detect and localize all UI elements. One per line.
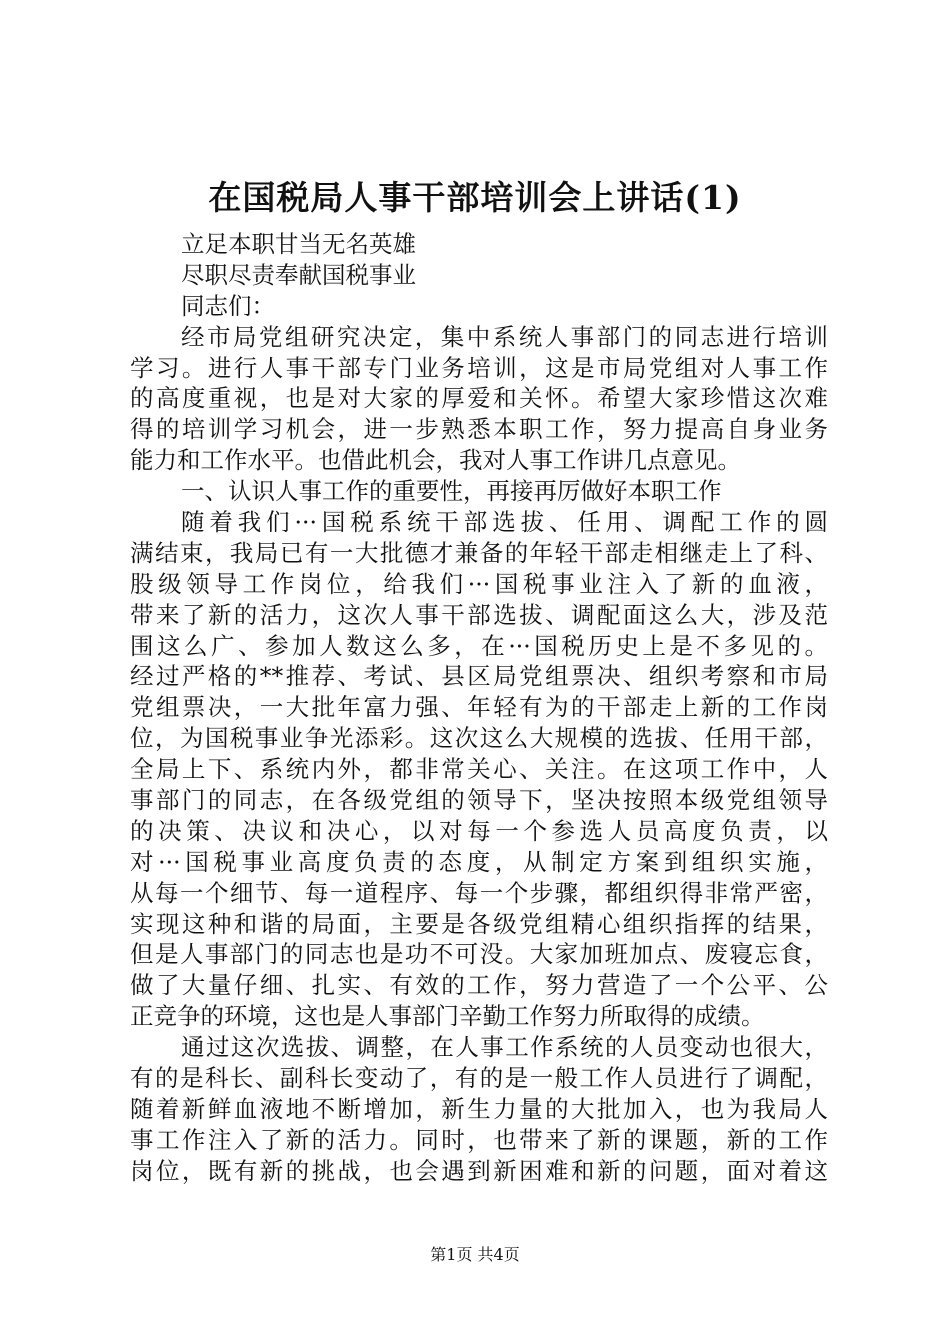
paragraph-line: 但是人事部门的同志也是功不可没。大家加班加点、废寝忘食， bbox=[130, 940, 828, 969]
paragraph-line: 学习。进行人事干部专门业务培训，这是市局党组对人事工作 bbox=[130, 353, 828, 382]
paragraph-line: 对···国税事业高度负责的态度，从制定方案到组织实施， bbox=[130, 847, 828, 876]
paragraph-line: 全局上下、系统内外，都非常关心、关注。在这项工作中，人 bbox=[130, 755, 828, 784]
subtitle-line: 立足本职甘当无名英雄 bbox=[181, 230, 416, 258]
paragraph-line: 党组票决，一大批年富力强、年轻有为的干部走上新的工作岗 bbox=[130, 693, 828, 722]
document-title: 在国税局人事干部培训会上讲话(1) bbox=[208, 178, 742, 217]
paragraph-line: 股级领导工作岗位，给我们···国税事业注入了新的血液， bbox=[130, 569, 828, 598]
paragraph-line: 随着我们···国税系统干部选拔、任用、调配工作的圆 bbox=[181, 508, 828, 537]
paragraph-line: 的决策、决议和决心，以对每一个参选人员高度负责，以 bbox=[130, 816, 828, 845]
paragraph-line: 带来了新的活力，这次人事干部选拔、调配面这么大，涉及范 bbox=[130, 600, 828, 629]
section-heading-line: 一、认识人事工作的重要性，再接再厉做好本职工作 bbox=[181, 477, 722, 506]
paragraph-line: 经过严格的**推荐、考试、县区局党组票决、组织考察和市局 bbox=[130, 662, 828, 691]
paragraph-line: 围这么广、参加人数这么多，在···国税历史上是不多见的。 bbox=[130, 631, 828, 660]
paragraph-line: 得的培训学习机会，进一步熟悉本职工作，努力提高自身业务 bbox=[130, 415, 828, 444]
paragraph-line: 经市局党组研究决定，集中系统人事部门的同志进行培训 bbox=[181, 322, 828, 351]
paragraph-line: 正竞争的环境，这也是人事部门辛勤工作努力所取得的成绩。 bbox=[130, 1002, 765, 1031]
paragraph-line: 随着新鲜血液地不断增加，新生力量的大批加入，也为我局人 bbox=[130, 1094, 828, 1123]
paragraph-line: 有的是科长、副科长变动了，有的是一般工作人员进行了调配， bbox=[130, 1064, 828, 1093]
page-number-footer: 第1页 共4页 bbox=[430, 1245, 520, 1264]
paragraph-line: 岗位，既有新的挑战，也会遇到新困难和新的问题，面对着这 bbox=[130, 1156, 828, 1185]
subtitle-line: 尽职尽责奉献国税事业 bbox=[181, 260, 416, 289]
paragraph-line: 的高度重视，也是对大家的厚爱和关怀。希望大家珍惜这次难 bbox=[130, 384, 828, 413]
paragraph-line: 事部门的同志，在各级党组的领导下，坚决按照本级党组领导 bbox=[130, 786, 828, 815]
paragraph-line: 事工作注入了新的活力。同时，也带来了新的课题，新的工作 bbox=[130, 1125, 828, 1154]
paragraph-line: 做了大量仔细、扎实、有效的工作，努力营造了一个公平、公 bbox=[130, 971, 828, 1000]
paragraph-line: 实现这种和谐的局面，主要是各级党组精心组织指挥的结果， bbox=[130, 909, 828, 938]
paragraph-line: 位，为国税事业争光添彩。这次这么大规模的选拔、任用干部， bbox=[130, 724, 828, 753]
paragraph-line: 通过这次选拔、调整，在人事工作系统的人员变动也很大， bbox=[181, 1033, 828, 1062]
document-body bbox=[130, 229, 828, 1187]
paragraph-line: 从每一个细节、每一道程序、每一个步骤，都组织得非常严密， bbox=[130, 878, 828, 907]
paragraph-line: 满结束，我局已有一大批德才兼备的年轻干部走相继走上了科、 bbox=[130, 538, 828, 567]
paragraph-line: 能力和工作水平。也借此机会，我对人事工作讲几点意见。 bbox=[130, 446, 741, 475]
salutation-line: 同志们： bbox=[181, 291, 275, 320]
